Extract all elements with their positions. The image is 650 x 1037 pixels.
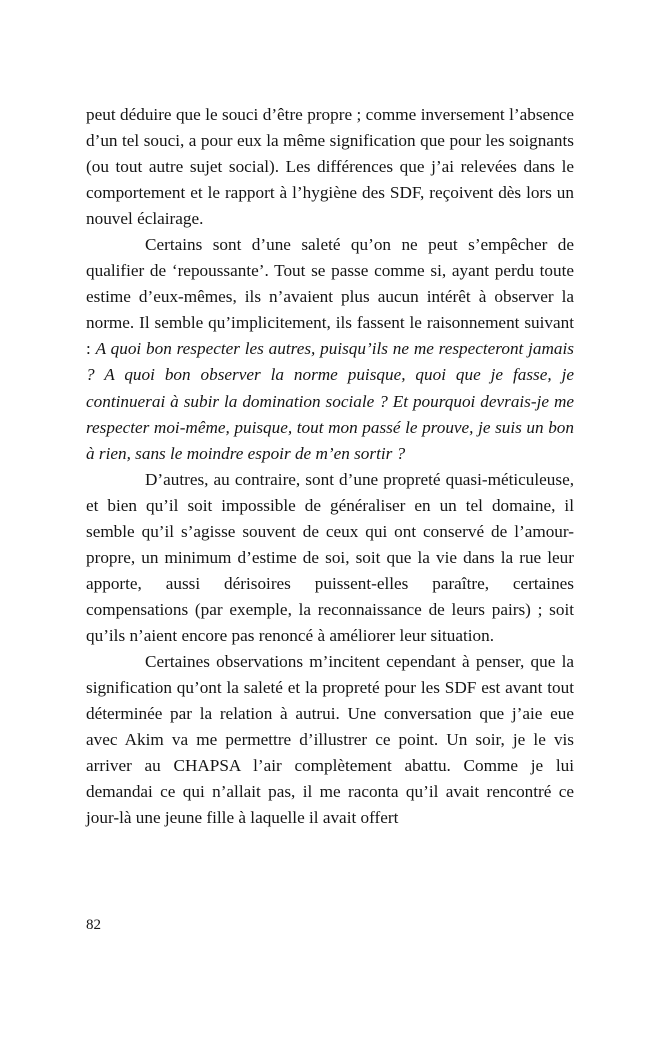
paragraph-text: D’autres, au contraire, sont d’une propreté quasi-méticuleuse, et bien qu’il soit impossible de généraliser en un tel domaine, il semble qu’il s’agisse souvent de ceux qui ont conservé de l’amour-propre, un minimum d’estime de soi, soit que la vie dans la rue leur apporte, aussi dérisoires puissent-elles paraître, certaines compensations (par exemple, la reconnaissance de leurs pairs) ; soit qu’ils n’aient encore pas renoncé à améliorer leur situation. [86, 469, 574, 645]
paragraph-repoussante [86, 232, 574, 466]
book-page-body [86, 102, 574, 831]
paragraph-text: Certaines observations m’incitent cependant à penser, que la signification qu’ont la saleté et la propreté pour les SDF est avant tout déterminée par la relation à autrui. Une conversation que j’aie eue avec Akim va me permettre d’illustrer ce point. Un soir, je le vis arriver au CHAPSA l’air complètement abattu. Comme je lui demandai ce qui n’allait pas, il me raconta qu’il avait rencontré ce jour-là une jeune fille à laquelle il avait offert [86, 651, 574, 828]
paragraph-text: Certains sont d’une saleté qu’on ne peut s’empêcher de qualifier de ‘repoussante’. Tout se passe comme si, ayant perdu toute estime d’eux-mêmes, ils n’avaient plus aucun intérêt à observer la norme. Il semble qu’implicitement, ils fassent le raisonnement suivant : [86, 235, 574, 359]
paragraph-continuation [86, 102, 574, 232]
paragraph-text: peut déduire que le souci d’être propre ; comme inversement l’absence d’un tel souci, a pour eux la même signification que pour les soignants (ou tout autre sujet social). Les différences que j’ai relevées dans le comportement et le rapport à l’hygiène des SDF, reçoivent dès lors un nouvel éclairage. [86, 105, 574, 229]
paragraph-relation-autrui [86, 649, 574, 831]
page-number: 82 [86, 917, 101, 933]
paragraph-proprete [86, 467, 574, 649]
italic-reasoning-quote: A quoi bon respecter les autres, puisqu’ils ne me respecteront jamais ? A quoi bon observer la norme puisque, quoi que je fasse, je continuerai à subir la domination sociale ? Et pourquoi devrais-je me respecter moi-même, puisque, tout mon passé le prouve, je suis un bon à rien, sans le moindre espoir de m’en sortir ? [86, 339, 574, 463]
